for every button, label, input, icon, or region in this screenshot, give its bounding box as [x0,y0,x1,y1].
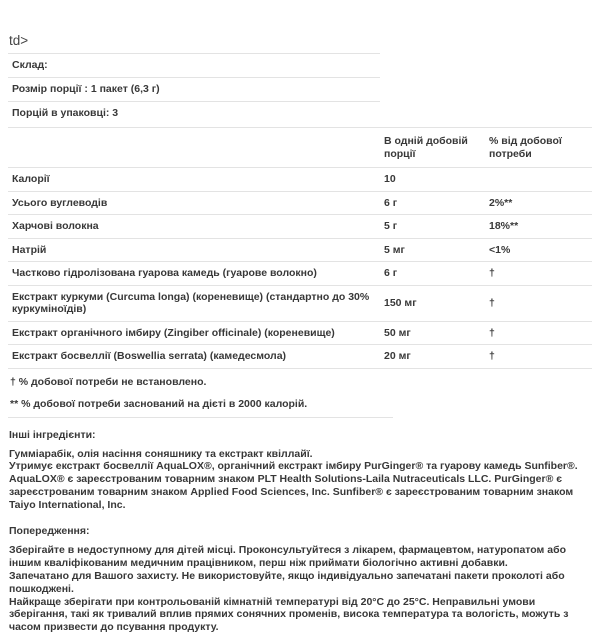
nutrient-name: Харчові волокна [8,215,383,239]
nutrient-column-header [8,128,383,168]
warnings-heading: Попередження: [9,525,90,538]
table-row-calories [8,168,592,192]
nutrient-dv: <1% [488,238,592,262]
servings-per-container-row: Порцій в упаковці: 3 [12,107,119,119]
nutrient-dv: 18%** [488,215,592,239]
nutrient-amount: 5 мг [383,238,488,262]
trademark-text: Утримує екстракт босвеллії AquaLOX®, органічний екстракт імбиру PurGinger® та гуарову камедь Sunfiber®. AquaLOX® є зареєстрованим товарним знаком PLT Health Solutions-Laila Nutraceuticals LLC. PurGinger® є зареєстрованим товарним знаком Applied Food Sciences, Inc. Sunfiber® є зареєстрованим товарним знаком Taiyo International, Inc. [9,460,578,511]
nutrient-name: Екстракт органічного імбиру (Zingiber officinale) (кореневище) [8,321,383,345]
stray-markup-text: td> [8,33,380,54]
warnings-text [8,544,592,634]
other-ingredients-text [8,448,592,512]
amount-column-header: В одній добовій порції [383,128,488,168]
table-row-total-carbs [8,191,592,215]
other-ingredients-heading: Інші інгредієнти: [9,428,96,441]
table-row-guar-gum [8,262,592,286]
nutrient-name: Натрій [8,238,383,262]
table-row-sodium [8,238,592,262]
nutrient-dv: † [488,285,592,321]
footnote-dv-not-established: † % добової потреби не встановлено. [10,375,207,388]
nutrient-dv: † [488,321,592,345]
nutrient-amount: 5 г [383,215,488,239]
table-row-dietary-fiber [8,215,592,239]
nutrient-name: Калорії [8,168,383,192]
composition-row: Склад: [8,54,380,78]
table-row-boswellia-extract [8,345,592,369]
footnote-2000-calorie-diet: ** % добової потреби заснований на дієті в 2000 калорій. [10,397,308,410]
nutrient-amount: 6 г [383,191,488,215]
table-row-ginger-extract [8,321,592,345]
nutrient-dv: † [488,345,592,369]
table-row-turmeric-extract [8,285,592,321]
warning-line-temperature: Найкраще зберігати при контрольованій кімнатній температурі від 20°C до 25°C. Неправильні умови зберігання, такі як тривалий вплив прямих сонячних променів, висока температура та вологість, можуть з часом призвести до псування продукту. [9,595,569,634]
dv-column-header: % від добової потреби [488,128,592,168]
table-footnotes [8,369,393,418]
nutrient-name: Екстракт куркуми (Curcuma longa) (кореневище) (стандартно до 30% куркуміноїдів) [8,285,383,321]
nutrient-dv: † [488,262,592,286]
supplement-facts-table [8,127,592,369]
serving-size-row: Розмір порції : 1 пакет (6,3 г) [8,78,380,102]
warning-line-storage-children: Зберігайте в недоступному для дітей місці. Проконсультуйтеся з лікарем, фармацевтом, натуропатом або іншим кваліфікованим медичним працівником, перш ніж приймати біологічно активні добавки. [9,544,566,570]
nutrient-amount: 20 мг [383,345,488,369]
table-header-row [8,128,592,168]
nutrient-amount: 50 мг [383,321,488,345]
nutrient-amount: 150 мг [383,285,488,321]
nutrient-name: Частково гідролізована гуарова камедь (гуарове волокно) [8,262,383,286]
other-ingredients-line: Гумміарабік, олія насіння соняшнику та екстракт квіллайї. [9,447,313,460]
nutrient-dv: 2%** [488,191,592,215]
nutrient-amount: 6 г [383,262,488,286]
nutrient-name: Екстракт босвеллії (Boswellia serrata) (камедесмола) [8,345,383,369]
warning-line-sealed-packets: Запечатано для Вашого захисту. Не використовуйте, якщо індивідуально запечатані пакети проколоті або пошкоджені. [9,570,565,595]
nutrient-amount: 10 [383,168,488,192]
nutrient-name: Усього вуглеводів [8,191,383,215]
nutrient-dv [488,168,592,192]
